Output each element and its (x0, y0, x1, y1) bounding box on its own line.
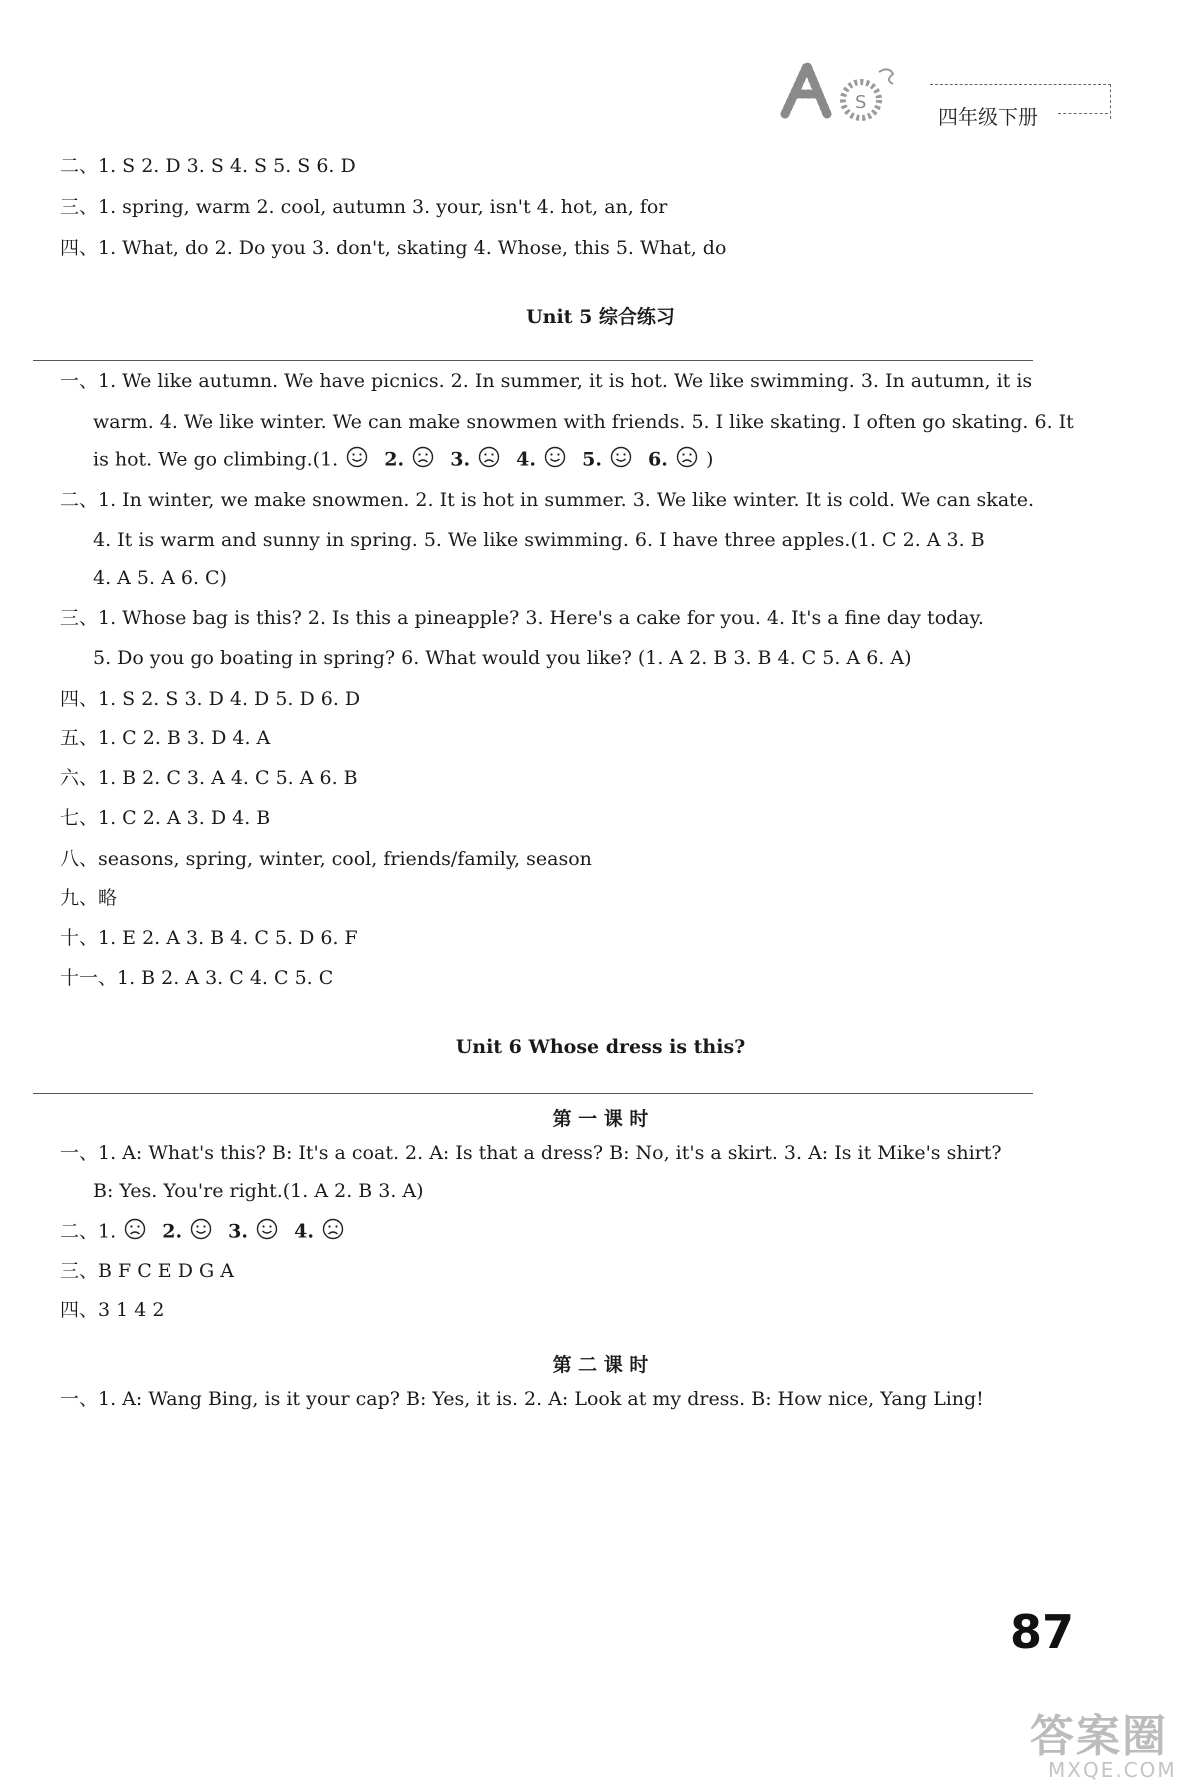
divider (33, 360, 1033, 361)
answer-line: 二、1. S 2. D 3. S 4. S 5. S 6. D (60, 155, 356, 177)
face-label: 2. (384, 448, 405, 471)
answer-text: 二、1. (60, 1220, 117, 1243)
page-number: 87 (1010, 1605, 1075, 1659)
unit6-title: Unit 6 Whose dress is this? (455, 1036, 746, 1058)
smile-face-icon (256, 1218, 278, 1247)
answer-line: 二、1. In winter, we make snowmen. 2. It is hot in summer. 3. We like winter. It is cold. We can skate. (60, 489, 1035, 511)
header-dash (1058, 113, 1108, 114)
divider (33, 1093, 1033, 1094)
brand-logo-icon (775, 52, 915, 124)
lesson2-title: 第 二 课 时 (552, 1354, 649, 1376)
answer-line: 七、1. C 2. A 3. D 4. B (60, 807, 271, 829)
answer-line: 4. A 5. A 6. C) (93, 567, 227, 589)
face-label: 6. (648, 448, 668, 471)
answer-line: 三、1. spring, warm 2. cool, autumn 3. your, isn't 4. hot, an, for (60, 196, 668, 218)
answer-line: B: Yes. You're right.(1. A 2. B 3. A) (93, 1180, 424, 1202)
answer-line (60, 1218, 346, 1247)
answer-line: 三、B F C E D G A (60, 1260, 234, 1282)
answer-line: 四、3 1 4 2 (60, 1299, 165, 1321)
face-label: 5. (582, 448, 602, 471)
close-paren: ) (705, 448, 714, 471)
face-label: 3. (228, 1220, 249, 1243)
answer-line: 八、seasons, spring, winter, cool, friends/family, season (60, 848, 592, 870)
face-label: 2. (162, 1220, 183, 1243)
answer-text: is hot. We go climbing.(1. (93, 448, 339, 471)
answer-line: 4. It is warm and sunny in spring. 5. We like swimming. 6. I have three apples.(1. C 2. A 3. B (93, 529, 985, 551)
answer-line: warm. 4. We like winter. We can make snowmen with friends. 5. I like skating. I often go skating. 6. It (93, 411, 1074, 433)
answer-line: 三、1. Whose bag is this? 2. Is this a pineapple? 3. Here's a cake for you. 4. It's a fine day today. (60, 607, 984, 629)
smile-face-icon (346, 446, 368, 475)
frown-face-icon (478, 446, 500, 475)
face-label: 3. (450, 448, 471, 471)
smile-face-icon (610, 446, 632, 475)
watermark-logo: 答案圈 (1030, 1711, 1168, 1762)
frown-face-icon (322, 1218, 344, 1247)
frown-face-icon (676, 446, 698, 475)
answer-line: 十、1. E 2. A 3. B 4. C 5. D 6. F (60, 927, 358, 949)
frown-face-icon (412, 446, 434, 475)
grade-label: 四年级下册 (938, 105, 1038, 129)
answer-line: 一、1. A: Wang Bing, is it your cap? B: Yes, it is. 2. A: Look at my dress. B: How nice, Yang Ling! (60, 1388, 984, 1410)
face-label: 4. (294, 1220, 314, 1243)
lesson1-title: 第 一 课 时 (552, 1108, 649, 1130)
unit5-title: Unit 5 综合练习 (526, 306, 675, 328)
answer-line: 十一、1. B 2. A 3. C 4. C 5. C (60, 967, 334, 989)
watermark-url: MXQE.COM (1048, 1758, 1177, 1782)
answer-line (93, 446, 713, 475)
answer-line: 四、1. S 2. S 3. D 4. D 5. D 6. D (60, 688, 361, 710)
answer-line: 5. Do you go boating in spring? 6. What would you like? (1. A 2. B 3. B 4. C 5. A 6. A) (93, 647, 912, 669)
answer-line: 五、1. C 2. B 3. D 4. A (60, 727, 271, 749)
smile-face-icon (544, 446, 566, 475)
answer-line: 一、1. A: What's this? B: It's a coat. 2. A: Is that a dress? B: No, it's a skirt. 3. A: Is it Mike's shirt? (60, 1142, 1002, 1164)
svg-text:S: S (855, 92, 867, 113)
smile-face-icon (190, 1218, 212, 1247)
frown-face-icon (124, 1218, 146, 1247)
answer-line: 九、略 (60, 887, 118, 909)
answer-line: 四、1. What, do 2. Do you 3. don't, skating 4. Whose, this 5. What, do (60, 237, 727, 259)
answer-line: 六、1. B 2. C 3. A 4. C 5. A 6. B (60, 767, 358, 789)
face-label: 4. (516, 448, 537, 471)
answer-line: 一、1. We like autumn. We have picnics. 2. In summer, it is hot. We like swimming. 3. In autumn, it is (60, 370, 1033, 392)
